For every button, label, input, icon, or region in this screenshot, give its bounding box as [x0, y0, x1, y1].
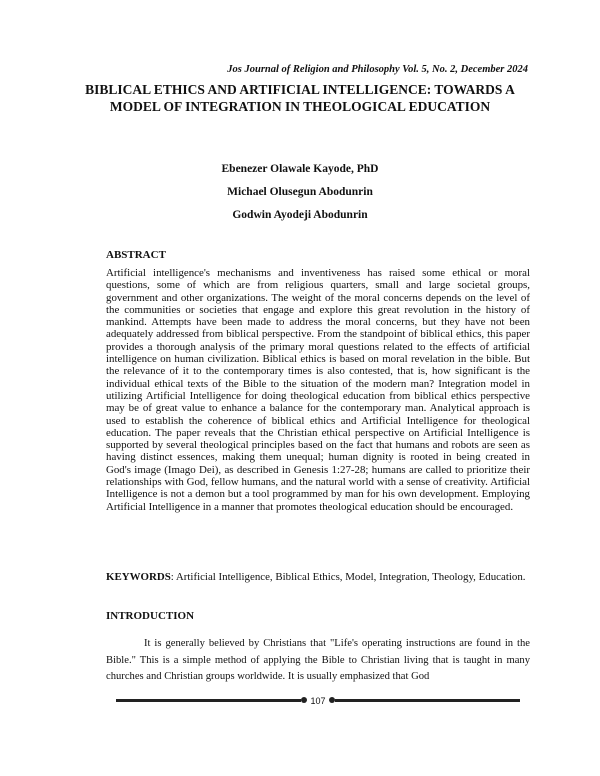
author-1: Ebenezer Olawale Kayode, PhD: [221, 163, 379, 175]
keywords-section: [106, 571, 530, 584]
introduction-heading: INTRODUCTION: [106, 610, 195, 622]
author-3: Godwin Ayodeji Abodunrin: [232, 209, 368, 221]
keywords-label: KEYWORDS: [106, 571, 171, 583]
introduction-text: It is generally believed by Christians that "Life's operating instructions are found in the Bible." This is a simple method of applying the Bible to Christian living that is taught in many churches and Christian groups worldwide. It is usually emphasized that God: [106, 638, 530, 682]
keywords-text: : Artificial Intelligence, Biblical Ethics, Model, Integration, Theology, Education.: [170, 571, 526, 583]
paper-title: BIBLICAL ETHICS AND ARTIFICIAL INTELLIGENCE: TOWARDS A MODEL OF INTEGRATION IN THEOLOGICAL EDUCATION: [85, 82, 515, 114]
page-footer: [116, 694, 520, 708]
abstract-text: Artificial intelligence's mechanisms and inventiveness has raised some ethical or moral questions, some of which are from religious quarters, small and large societal groups, government and other organizations. The weight of the moral concerns depends on the level of the communities or societies that engage and explore this great revolution in the history of mankind. Attempts have been made to address the moral concerns, but they have not been adequately addressed from biblical perspective. From the standpoint of biblical ethics, this paper provides a thorough analysis of the primary moral questions related to the effects of artificial intelligence on human civilization. Biblical ethics is based on moral revelation in the bible. But the relevance of it to the contemporary times is also contested, that is, how significant is the individual ethical texts of the Bible to the situation of the modern man? Integration model in utilizing Artificial Intelligence for doing theological education from biblical ethics perspective may be of great value to enhance a balance for the contemporary man. Analytical approach is used to establish the coherence of biblical ethics and Artificial Intelligence for theological education. The paper reveals that the Christian ethical perspective on Artificial Intelligence is supported by several theological principles based on the fact that humans and robots are seen as having distinct essences, making them unequal; human dignity is rooted in being created in God's image (Imago Dei), as described in Genesis 1:27-28; humans are called to prioritize their relationships with God, fellow humans, and the natural world with a sense of creativity. Artificial Intelligence is not a demon but a tool programmed by man for his own development. Employing Artificial Intelligence in a manner that promotes theological education should be encouraged.: [106, 267, 530, 513]
footer-rule-right: [335, 699, 520, 702]
abstract-heading: ABSTRACT: [106, 249, 166, 261]
author-2: Michael Olusegun Abodunrin: [227, 186, 373, 198]
journal-header: Jos Journal of Religion and Philosophy Vol. 5, No. 2, December 2024: [227, 64, 528, 75]
page-number: 107: [310, 696, 326, 706]
